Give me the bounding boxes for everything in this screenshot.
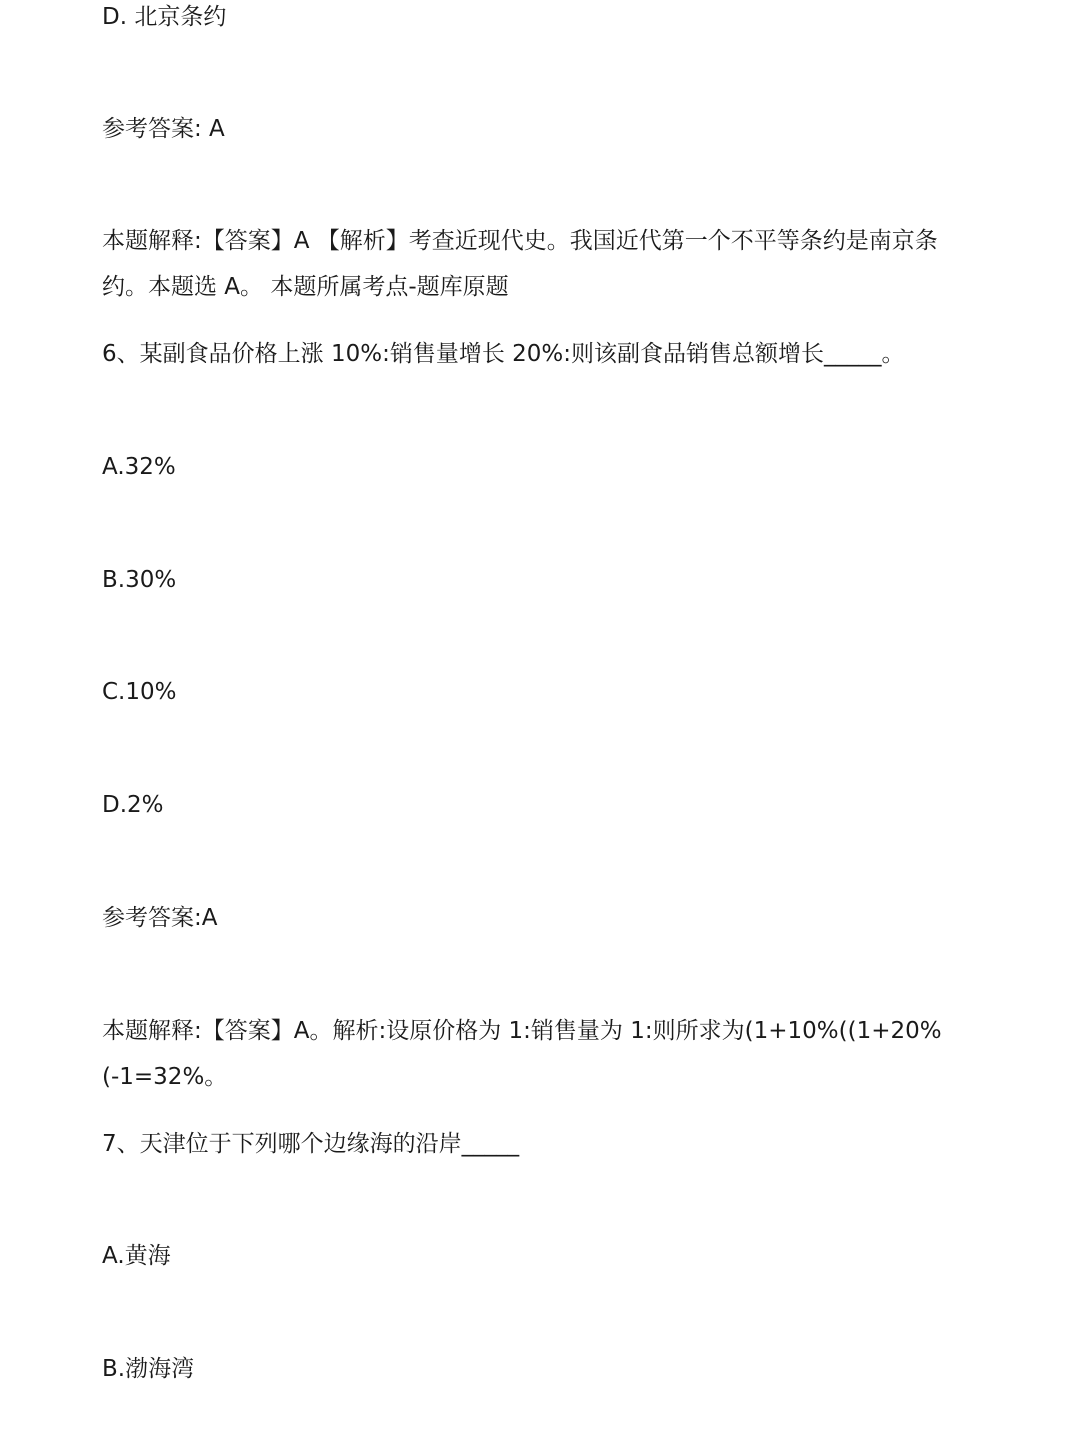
q6-question: 6、某副食品价格上涨 10%:销售量增长 20%:则该副食品销售总额增长_____。 (102, 341, 905, 367)
q5-explanation: 本题解释:【答案】A 【解析】考查近现代史。我国近代第一个不平等条约是南京条约。本题选 A。 本题所属考点-题库原题 (102, 228, 938, 300)
q7-option-b: B.渤海湾 (102, 1356, 195, 1382)
q5-answer: 参考答案: A (102, 116, 225, 142)
q5-option-d: D. 北京条约 (102, 4, 227, 30)
q7-option-a: A.黄海 (102, 1243, 171, 1269)
q6-option-d: D.2% (102, 792, 164, 818)
q6-option-a: A.32% (102, 454, 176, 480)
q6-option-c: C.10% (102, 679, 177, 705)
q6-answer: 参考答案:A (102, 905, 218, 931)
q7-question: 7、天津位于下列哪个边缘海的沿岸_____ (102, 1131, 520, 1157)
q6-option-b: B.30% (102, 567, 177, 593)
q6-explanation: 本题解释:【答案】A。解析:设原价格为 1:销售量为 1:则所求为(1+10%((1+20%(-1=32%。 (102, 1018, 942, 1090)
